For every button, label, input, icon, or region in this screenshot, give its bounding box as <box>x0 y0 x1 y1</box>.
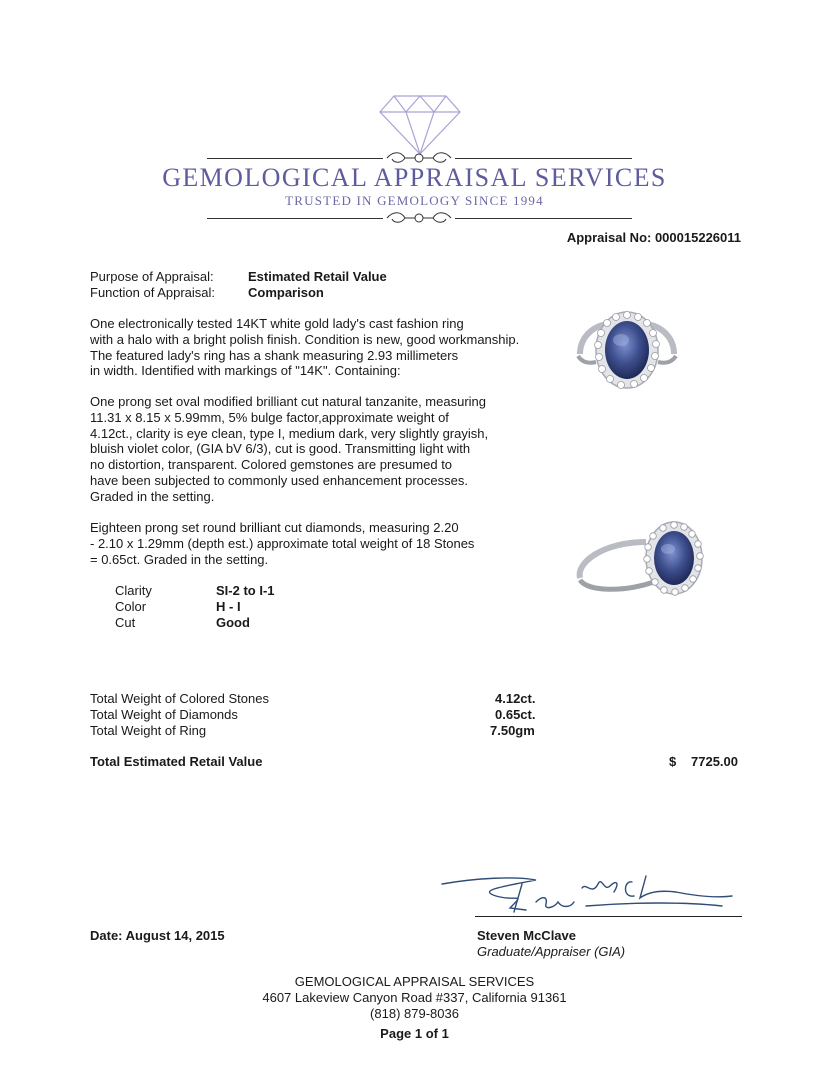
description-line: 4.12ct., clarity is eye clean, type I, medium dark, very slightly grayish, <box>90 425 489 441</box>
diamond-description <box>90 520 570 567</box>
grading-label-color: Color <box>115 599 147 614</box>
purpose-label: Purpose of Appraisal: <box>90 269 214 284</box>
description-line: The featured lady's ring has a shank measuring 2.93 millimeters <box>90 347 459 363</box>
description-line: 11.31 x 8.15 x 5.99mm, 5% bulge factor,approximate weight of <box>90 409 449 425</box>
total-diamonds-value: 0.65ct. <box>495 707 536 722</box>
footer-phone: (818) 879-8036 <box>370 1006 459 1021</box>
ring-description <box>90 316 570 379</box>
purpose-value: Estimated Retail Value <box>248 269 387 284</box>
total-ring-weight-label: Total Weight of Ring <box>90 723 207 738</box>
grading-value-clarity: SI-2 to I-1 <box>216 583 275 598</box>
total-ring-weight-value: 7.50gm <box>490 723 535 738</box>
grading-label-cut: Cut <box>115 615 136 630</box>
header-rule-top-right <box>455 158 632 159</box>
description-line: = 0.65ct. Graded in the setting. <box>90 551 269 567</box>
total-value-currency: $ <box>669 754 677 769</box>
grading-value-color: H - I <box>216 599 241 614</box>
ring-photo-front <box>574 302 680 394</box>
total-colored-stones-value: 4.12ct. <box>495 691 536 706</box>
grading-label-clarity: Clarity <box>115 583 152 598</box>
description-line: One prong set oval modified brilliant cut natural tanzanite, measuring <box>90 394 486 409</box>
ring-photo-angled <box>574 512 708 606</box>
grading-value-cut: Good <box>216 615 250 630</box>
header-rule-bottom-right <box>455 218 632 219</box>
diamond-logo-icon <box>378 94 462 156</box>
header-rule-top-left <box>207 158 383 159</box>
total-colored-stones-label: Total Weight of Colored Stones <box>90 691 269 706</box>
function-label: Function of Appraisal: <box>90 285 216 300</box>
description-line: have been subjected to commonly used enhancement processes. <box>90 472 468 488</box>
description-line: in width. Identified with markings of "14K". Containing: <box>90 363 401 379</box>
description-line: bluish violet color, (GIA bV 6/3), cut is good. Transmitting light with <box>90 441 471 457</box>
company-brand: GEMOLOGICAL APPRAISAL SERVICES <box>162 163 667 192</box>
description-line: - 2.10 x 1.29mm (depth est.) approximate total weight of 18 Stones <box>90 535 475 551</box>
appraiser-name: Steven McClave <box>477 928 576 943</box>
footer-company: GEMOLOGICAL APPRAISAL SERVICES <box>294 974 535 989</box>
header-rule-bottom-left <box>207 218 383 219</box>
description-line: no distortion, transparent. Colored gemstones are presumed to <box>90 457 453 473</box>
signature-line <box>475 916 742 917</box>
total-diamonds-label: Total Weight of Diamonds <box>90 707 238 722</box>
total-value-label: Total Estimated Retail Value <box>90 754 263 769</box>
total-value-amount: 7725.00 <box>691 754 738 769</box>
flourish-ornament-icon <box>383 210 455 226</box>
description-line: Graded in the setting. <box>90 488 215 504</box>
footer-address: 4607 Lakeview Canyon Road #337, California 91361 <box>262 990 567 1005</box>
function-value: Comparison <box>248 285 324 300</box>
appraiser-title: Graduate/Appraiser (GIA) <box>477 944 626 959</box>
description-line: with a halo with a bright polish finish. Condition is new, good workmanship. <box>90 331 520 347</box>
gemstone-description <box>90 394 570 505</box>
description-line: Eighteen prong set round brilliant cut diamonds, measuring 2.20 <box>90 520 459 535</box>
signature-image <box>436 862 736 922</box>
page-number: Page 1 of 1 <box>380 1026 449 1041</box>
appraisal-date: Date: August 14, 2015 <box>90 928 225 943</box>
company-tagline: TRUSTED IN GEMOLOGY SINCE 1994 <box>285 193 544 208</box>
description-line: One electronically tested 14KT white gold lady's cast fashion ring <box>90 316 464 331</box>
appraisal-number: Appraisal No: 000015226011 <box>566 230 741 245</box>
